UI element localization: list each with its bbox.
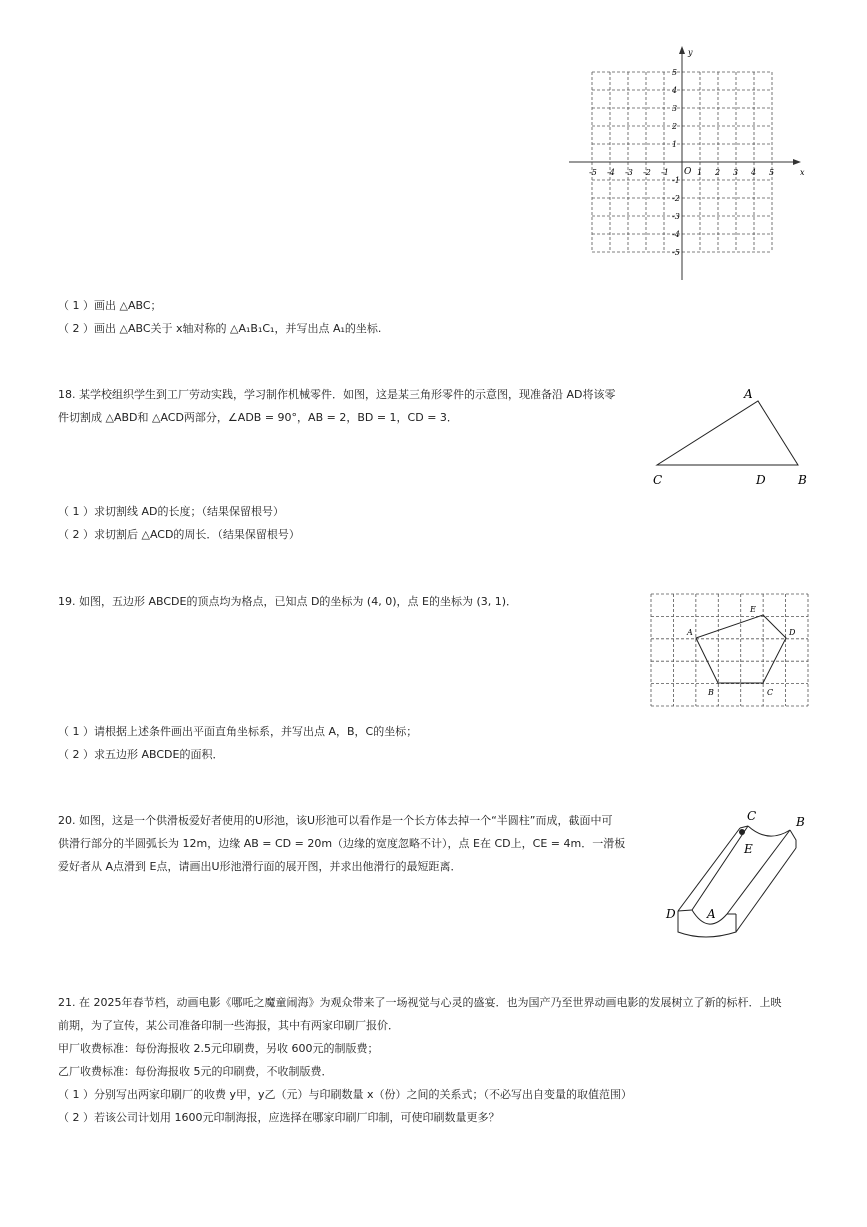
x-axis-label: x: [800, 168, 805, 177]
q21-sub1: （ 1 ）分别写出两家印刷厂的收费 y甲，y乙（元）与印刷数量 x（份）之间的关系式；（不必写出自变量的取值范围）: [58, 1088, 633, 1101]
label-E: E: [750, 605, 756, 614]
x-tick-label: -5: [589, 168, 597, 177]
y-axis-arrow: [679, 46, 685, 54]
origin-label: O: [684, 167, 692, 177]
triangle-figure: [645, 384, 815, 489]
x-axis-arrow: [793, 159, 801, 165]
triangle-shape: [657, 401, 798, 465]
q18-sub1: （ 1 ）求切割线 AD的长度；（结果保留根号）: [58, 505, 284, 518]
label-B: B: [796, 815, 805, 829]
q21-line1: 21. 在 2025年春节档，动画电影《哪吒之魔童闹海》为观众带来了一场视觉与心灵的盛宴．也为国产乃至世界动画电影的发展树立了新的标杆．上映: [58, 996, 782, 1009]
y-tick-label: 4: [672, 86, 678, 95]
q19-sub1: （ 1 ）请根据上述条件画出平面直角坐标系，并写出点 A，B，C的坐标；: [58, 725, 418, 738]
label-D: D: [789, 628, 796, 637]
x-tick-label: 5: [769, 168, 775, 177]
q20-line3: 爱好者从 A点滑到 E点，请画出U形池滑行面的展开图，并求出他滑行的最短距离．: [58, 860, 462, 873]
x-tick-label: 4: [751, 168, 757, 177]
q18-line1: 18. 某学校组织学生到工厂劳动实践，学习制作机械零件．如图，这是某三角形零件的示意图，现准备沿 AD将该零: [58, 388, 616, 401]
x-tick-label: -2: [643, 168, 651, 177]
point-E-dot: [739, 829, 745, 835]
q20-line1: 20. 如图，这是一个供滑板爱好者使用的U形池，该U形池可以看作是一个长方体去掉一个“半圆柱”而成，截面中可: [58, 814, 613, 827]
x-tick-label: -4: [607, 168, 615, 177]
q17-sub1: （ 1 ）画出 △ABC；: [58, 299, 162, 312]
q18-line2: 件切割成 △ABD和 △ACD两部分，∠ADB = 90°，AB = 2，BD = 1，CD = 3．: [58, 411, 458, 424]
label-D: D: [756, 473, 766, 487]
label-E: E: [744, 842, 753, 856]
q19-sub2: （ 2 ）求五边形 ABCDE的面积．: [58, 748, 224, 761]
back-arc: [748, 826, 790, 836]
label-A: A: [707, 907, 716, 921]
channel-edge-top: [678, 828, 740, 911]
q17-sub2: （ 2 ）画出 △ABC关于 x轴对称的 △A₁B₁C₁，并写出点 A₁的坐标.: [58, 322, 382, 335]
x-tick-label: 2: [715, 168, 721, 177]
y-tick-label: -4: [672, 230, 680, 239]
pentagon-grid-figure: [650, 593, 810, 709]
x-tick-label: 1: [697, 168, 703, 177]
x-tick-label: -1: [661, 168, 669, 177]
q21-sub2: （ 2 ）若该公司计划用 1600元印制海报，应选择在哪家印刷厂印制，可使印刷数量更多？: [58, 1111, 500, 1124]
coordinate-grid-figure: [565, 44, 810, 282]
q21-line2: 前期，为了宣传，某公司准备印制一些海报，其中有两家印刷厂报价．: [58, 1019, 399, 1032]
q20-line2: 供滑行部分的半圆弧长为 12m，边缘 AB = CD = 20m（边缘的宽度忽略不计），点 E在 CD上，CE = 4m．一滑板: [58, 837, 626, 850]
label-D: D: [666, 907, 676, 921]
y-tick-label: -5: [672, 248, 680, 257]
y-tick-label: -2: [672, 194, 680, 203]
y-tick-label: 1: [672, 140, 678, 149]
y-tick-label: 3: [672, 104, 678, 113]
label-A: A: [744, 387, 753, 401]
q21-line3: 甲厂收费标准：每份海报收 2.5元印刷费，另收 600元的制版费；: [58, 1042, 379, 1055]
label-C: C: [747, 809, 757, 823]
y-tick-label: -1: [672, 176, 680, 185]
label-A: A: [687, 628, 693, 637]
label-C: C: [767, 688, 774, 697]
u-pool-figure: [660, 806, 815, 946]
y-tick-label: 5: [672, 68, 678, 77]
x-tick-label: 3: [733, 168, 739, 177]
q19-line1: 19. 如图，五边形 ABCDE的顶点均为格点，已知点 D的坐标为 (4, 0)，点 E的坐标为 (3, 1)．: [58, 595, 518, 608]
y-tick-label: -3: [672, 212, 680, 221]
q21-line4: 乙厂收费标准：每份海报收 5元的印刷费，不收制版费．: [58, 1065, 333, 1078]
y-tick-label: 2: [672, 122, 678, 131]
y-axis-label: y: [688, 48, 693, 57]
label-C: C: [653, 473, 663, 487]
label-B: B: [798, 473, 807, 487]
pentagon-grid-lines: [651, 594, 808, 706]
x-tick-label: -3: [625, 168, 633, 177]
label-B: B: [708, 688, 714, 697]
q18-sub2: （ 2 ）求切割后 △ACD的周长．（结果保留根号）: [58, 528, 300, 541]
